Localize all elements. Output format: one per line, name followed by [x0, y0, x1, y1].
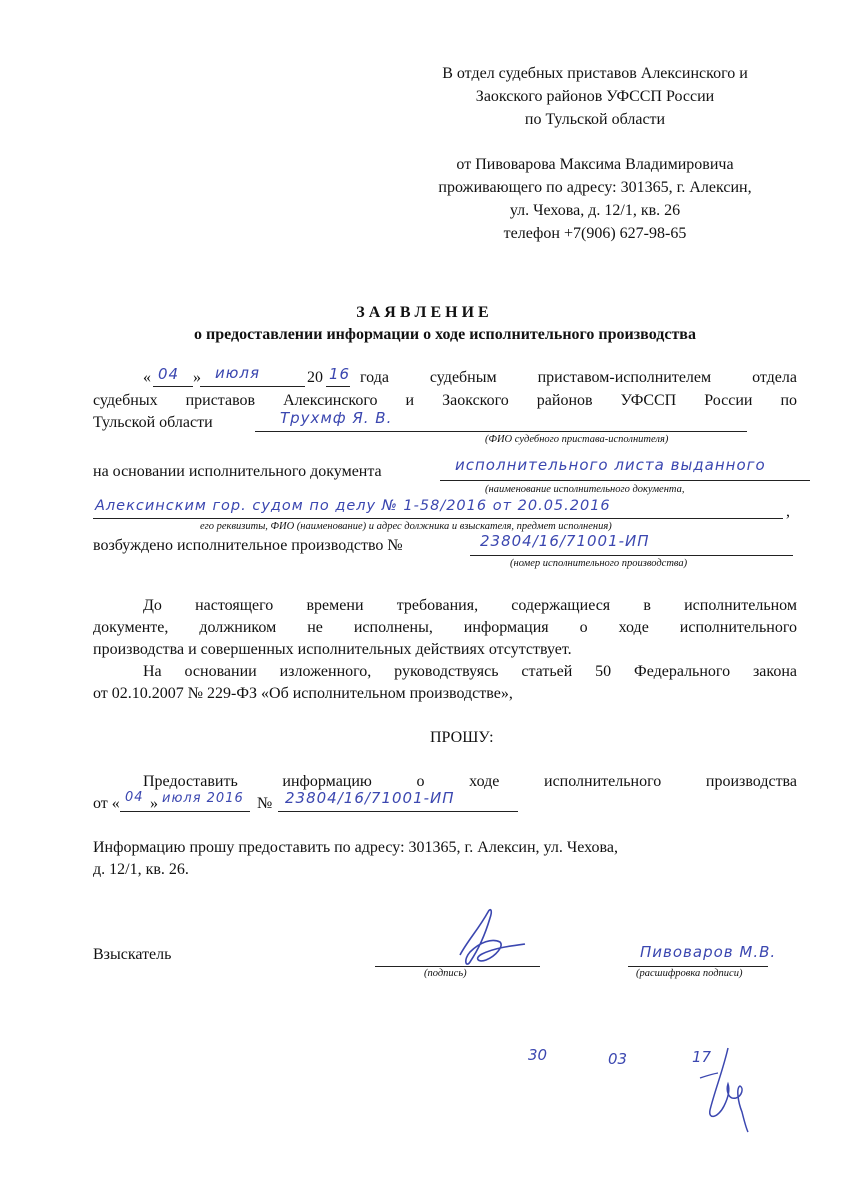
- applicant-block: [390, 153, 800, 245]
- addressee-line-2: Заокского районов УФССП России: [475, 88, 715, 105]
- date-quote-open: «: [143, 369, 151, 386]
- proceeding-number-line: [470, 555, 793, 556]
- addressee-line-3: по Тульской области: [524, 111, 666, 128]
- signature-caption: (подпись): [424, 968, 467, 979]
- request-day-close: »: [150, 795, 158, 812]
- para2-line2: от 02.10.2007 № 229-ФЗ «Об исполнительном производстве»,: [93, 685, 513, 702]
- proceeding-number: 23804/16/71001-ИП: [480, 532, 650, 550]
- applicant-address-1: проживающего по адресу: 301365, г. Алексин,: [438, 179, 752, 196]
- applicant-phone: телефон +7(906) 627-98-65: [503, 225, 687, 242]
- body1-line3: Тульской области: [93, 414, 213, 431]
- document-details-comma: ,: [786, 503, 790, 520]
- receipt-initials: [690, 1040, 770, 1135]
- applicant-from: от Пивоварова Максима Владимировича: [456, 156, 734, 173]
- document-subtitle: о предоставлении информации о ходе исполнительного производства: [194, 326, 696, 343]
- date-month: июля: [215, 364, 260, 382]
- para1-line2: документе, должником не исполнены, информация о ходе исполнительного: [93, 619, 797, 636]
- request-date-rest: июля 2016: [162, 791, 244, 806]
- request-number-line: [278, 811, 518, 812]
- date-year-suffix: 16: [329, 365, 351, 383]
- signatory-name-caption: (расшифровка подписи): [636, 968, 743, 979]
- date-quote-close: »: [193, 369, 201, 386]
- signature-mark: [430, 900, 540, 975]
- request-day: 04: [125, 790, 144, 805]
- delivery-line2: д. 12/1, кв. 26.: [93, 861, 189, 878]
- date-year-prefix: 20: [307, 369, 323, 386]
- document-title: З А Я В Л Е Н И Е: [356, 304, 489, 321]
- body1-line2: судебных приставов Алексинского и Заокского районов УФССП России по: [93, 392, 797, 409]
- request-date-line: [120, 811, 250, 812]
- document-caption-2: его реквизиты, ФИО (наименование) и адрес должника и взыскателя, предмет исполнения): [200, 521, 612, 532]
- receipt-year: 17: [692, 1048, 712, 1066]
- claimant-role: Взыскатель: [93, 946, 172, 963]
- bailiff-name: Трухмф Я. В.: [280, 409, 393, 427]
- signatory-name: Пивоваров М.В.: [640, 943, 777, 961]
- date-month-line: [200, 386, 305, 387]
- signature-line: [375, 966, 540, 967]
- delivery-line1: Информацию прошу предоставить по адресу: 301365, г. Алексин, ул. Чехова,: [93, 839, 618, 856]
- document-details: Алексинским гор. судом по делу № 1-58/2016 от 20.05.2016: [95, 498, 611, 514]
- document-details-line: [93, 518, 783, 519]
- basis-label: на основании исполнительного документа: [93, 463, 382, 480]
- date-year-line: [326, 386, 350, 387]
- date-day-line: [153, 386, 193, 387]
- request-heading: ПРОШУ:: [430, 729, 494, 746]
- bailiff-caption: (ФИО судебного пристава-исполнителя): [485, 434, 669, 445]
- body1-text1: года судебным приставом-исполнителем отдела: [360, 369, 797, 386]
- addressee-block: [390, 62, 800, 131]
- document-name: исполнительного листа выданного: [455, 456, 766, 474]
- document-name-line: [440, 480, 810, 481]
- proceeding-caption: (номер исполнительного производства): [510, 558, 688, 569]
- request-number-label: №: [257, 795, 273, 812]
- date-day: 04: [158, 365, 180, 383]
- request-from-label: от «: [93, 795, 120, 812]
- document-caption-1: (наименование исполнительного документа,: [485, 484, 685, 495]
- signatory-name-line: [628, 966, 768, 967]
- applicant-address-2: ул. Чехова, д. 12/1, кв. 26: [509, 202, 681, 219]
- request-number: 23804/16/71001-ИП: [285, 789, 455, 807]
- initiated-label: возбуждено исполнительное производство №: [93, 537, 403, 554]
- para1-line3: производства и совершенных исполнительных действиях отсутствует.: [93, 641, 572, 658]
- para1-line1: До настоящего времени требования, содержащиеся в исполнительном: [143, 597, 797, 614]
- addressee-line-1: В отдел судебных приставов Алексинского и: [442, 65, 748, 82]
- receipt-month: 03: [608, 1050, 628, 1068]
- para2-line1: На основании изложенного, руководствуясь статьей 50 Федерального закона: [143, 663, 797, 680]
- bailiff-line: [255, 431, 747, 432]
- request-line1: Предоставить информацию о ходе исполнительного производства: [143, 773, 797, 790]
- receipt-day: 30: [528, 1046, 548, 1064]
